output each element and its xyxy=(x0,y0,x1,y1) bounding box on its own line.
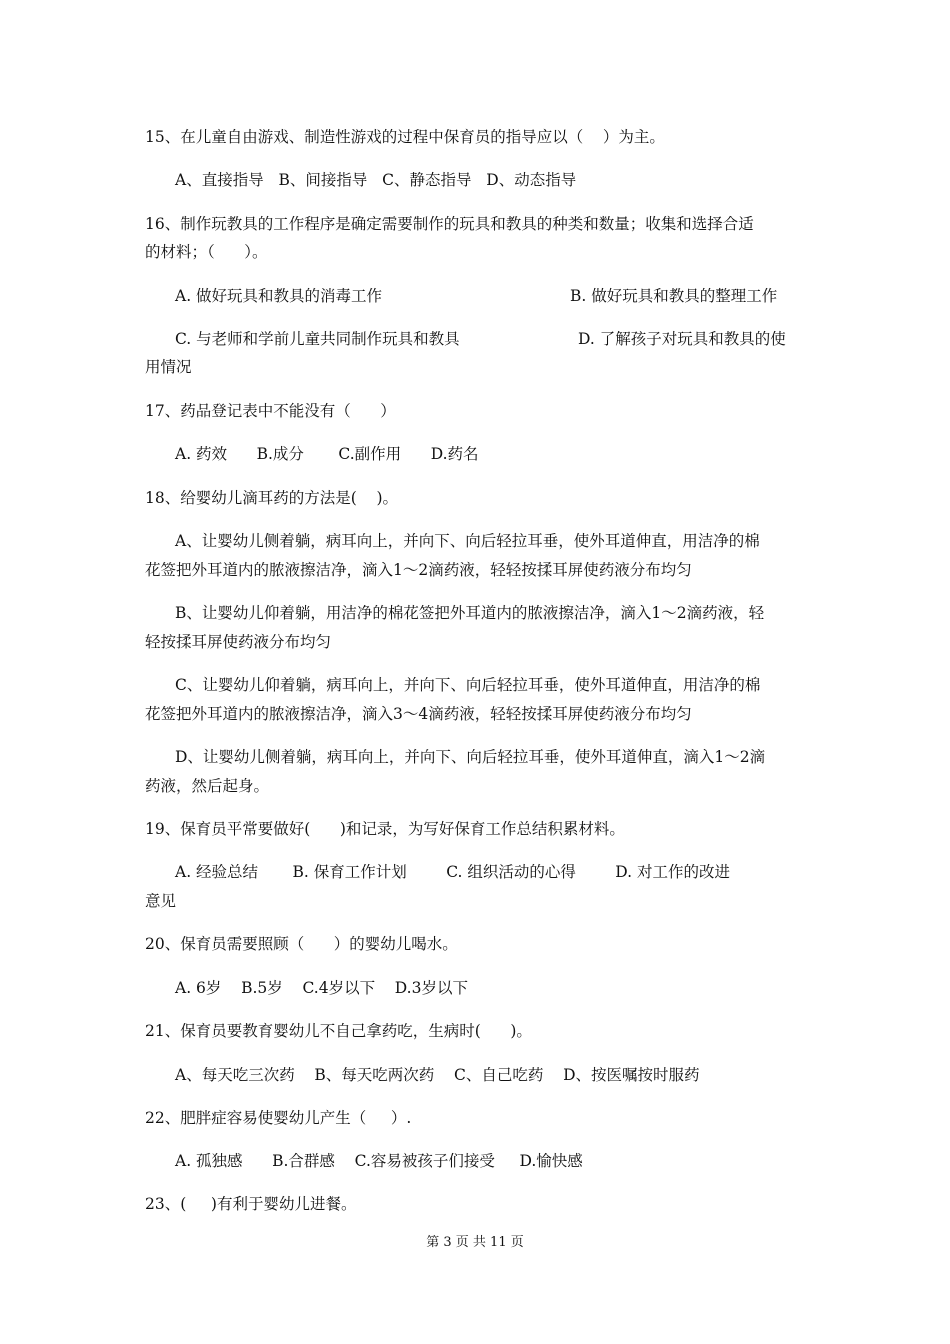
question-18-option-b-line-2: 轻按揉耳屏使药液分布均匀 xyxy=(145,633,332,651)
question-16-option-b: B. 做好玩具和教具的整理工作 xyxy=(570,287,778,305)
question-18-option-c-line-1: C、让婴幼儿仰着躺，病耳向上，并向下、向后轻拉耳垂，使外耳道伸直，用洁净的棉 xyxy=(175,676,761,694)
question-18-option-d-line-1: D、让婴幼儿侧着躺，病耳向上，并向下、向后轻拉耳垂，使外耳道伸直，滴入1～2滴 xyxy=(175,748,766,766)
question-18-option-a-line-2: 花签把外耳道内的脓液擦洁净，滴入1～2滴药液，轻轻按揉耳屏使药液分布均匀 xyxy=(145,561,692,579)
question-18-option-d-line-2: 药液，然后起身。 xyxy=(145,777,270,795)
question-16-option-d-line-2: 用情况 xyxy=(145,358,192,376)
question-15-line-1: 15、在儿童自由游戏、制造性游戏的过程中保育员的指导应以（ ）为主。 xyxy=(145,128,665,146)
question-15-options: A、直接指导 B、间接指导 C、静态指导 D、动态指导 xyxy=(175,171,577,189)
question-22-options: A. 孤独感 B.合群感 C.容易被孩子们接受 D.愉快感 xyxy=(175,1152,583,1170)
question-16-line-1: 16、制作玩教具的工作程序是确定需要制作的玩具和教具的种类和数量；收集和选择合适 xyxy=(145,215,754,233)
question-20-options: A. 6岁 B.5岁 C.4岁以下 D.3岁以下 xyxy=(175,979,468,997)
question-19-line-1: 19、保育员平常要做好( )和记录，为写好保育工作总结积累材料。 xyxy=(145,820,625,838)
question-22-line-1: 22、肥胖症容易使婴幼儿产生（ ）. xyxy=(145,1109,412,1127)
question-16-option-d-line-1: D. 了解孩子对玩具和教具的使 xyxy=(578,330,786,348)
question-18-option-b-line-1: B、让婴幼儿仰着躺，用洁净的棉花签把外耳道内的脓液擦洁净，滴入1～2滴药液，轻 xyxy=(175,604,765,622)
question-19-options-line-2: 意见 xyxy=(145,892,177,910)
question-17-line-1: 17、药品登记表中不能没有（ ） xyxy=(145,402,396,420)
question-16-option-c: C. 与老师和学前儿童共同制作玩具和教具 xyxy=(175,330,460,348)
question-19-options-line-1: A. 经验总结 B. 保育工作计划 C. 组织活动的心得 D. 对工作的改进 xyxy=(175,863,731,881)
question-16-option-a: A. 做好玩具和教具的消毒工作 xyxy=(175,287,383,305)
question-18-option-a-line-1: A、让婴幼儿侧着躺，病耳向上，并向下、向后轻拉耳垂，使外耳道伸直，用洁净的棉 xyxy=(175,532,760,550)
question-21-line-1: 21、保育员要教育婴幼儿不自己拿药吃，生病时( )。 xyxy=(145,1022,532,1040)
question-20-line-1: 20、保育员需要照顾（ ）的婴幼儿喝水。 xyxy=(145,935,458,953)
question-16-line-2: 的材料；（ ）。 xyxy=(145,243,268,261)
question-18-option-c-line-2: 花签把外耳道内的脓液擦洁净，滴入3～4滴药液，轻轻按揉耳屏使药液分布均匀 xyxy=(145,705,692,723)
question-21-options: A、每天吃三次药 B、每天吃两次药 C、自己吃药 D、按医嘱按时服药 xyxy=(175,1066,700,1084)
question-17-options: A. 药效 B.成分 C.副作用 D.药名 xyxy=(175,445,479,463)
question-18-line-1: 18、给婴幼儿滴耳药的方法是( )。 xyxy=(145,489,399,507)
question-23-line-1: 23、( )有利于婴幼儿进餐。 xyxy=(145,1195,357,1213)
page-footer: 第 3 页 共 11 页 xyxy=(426,1235,524,1250)
